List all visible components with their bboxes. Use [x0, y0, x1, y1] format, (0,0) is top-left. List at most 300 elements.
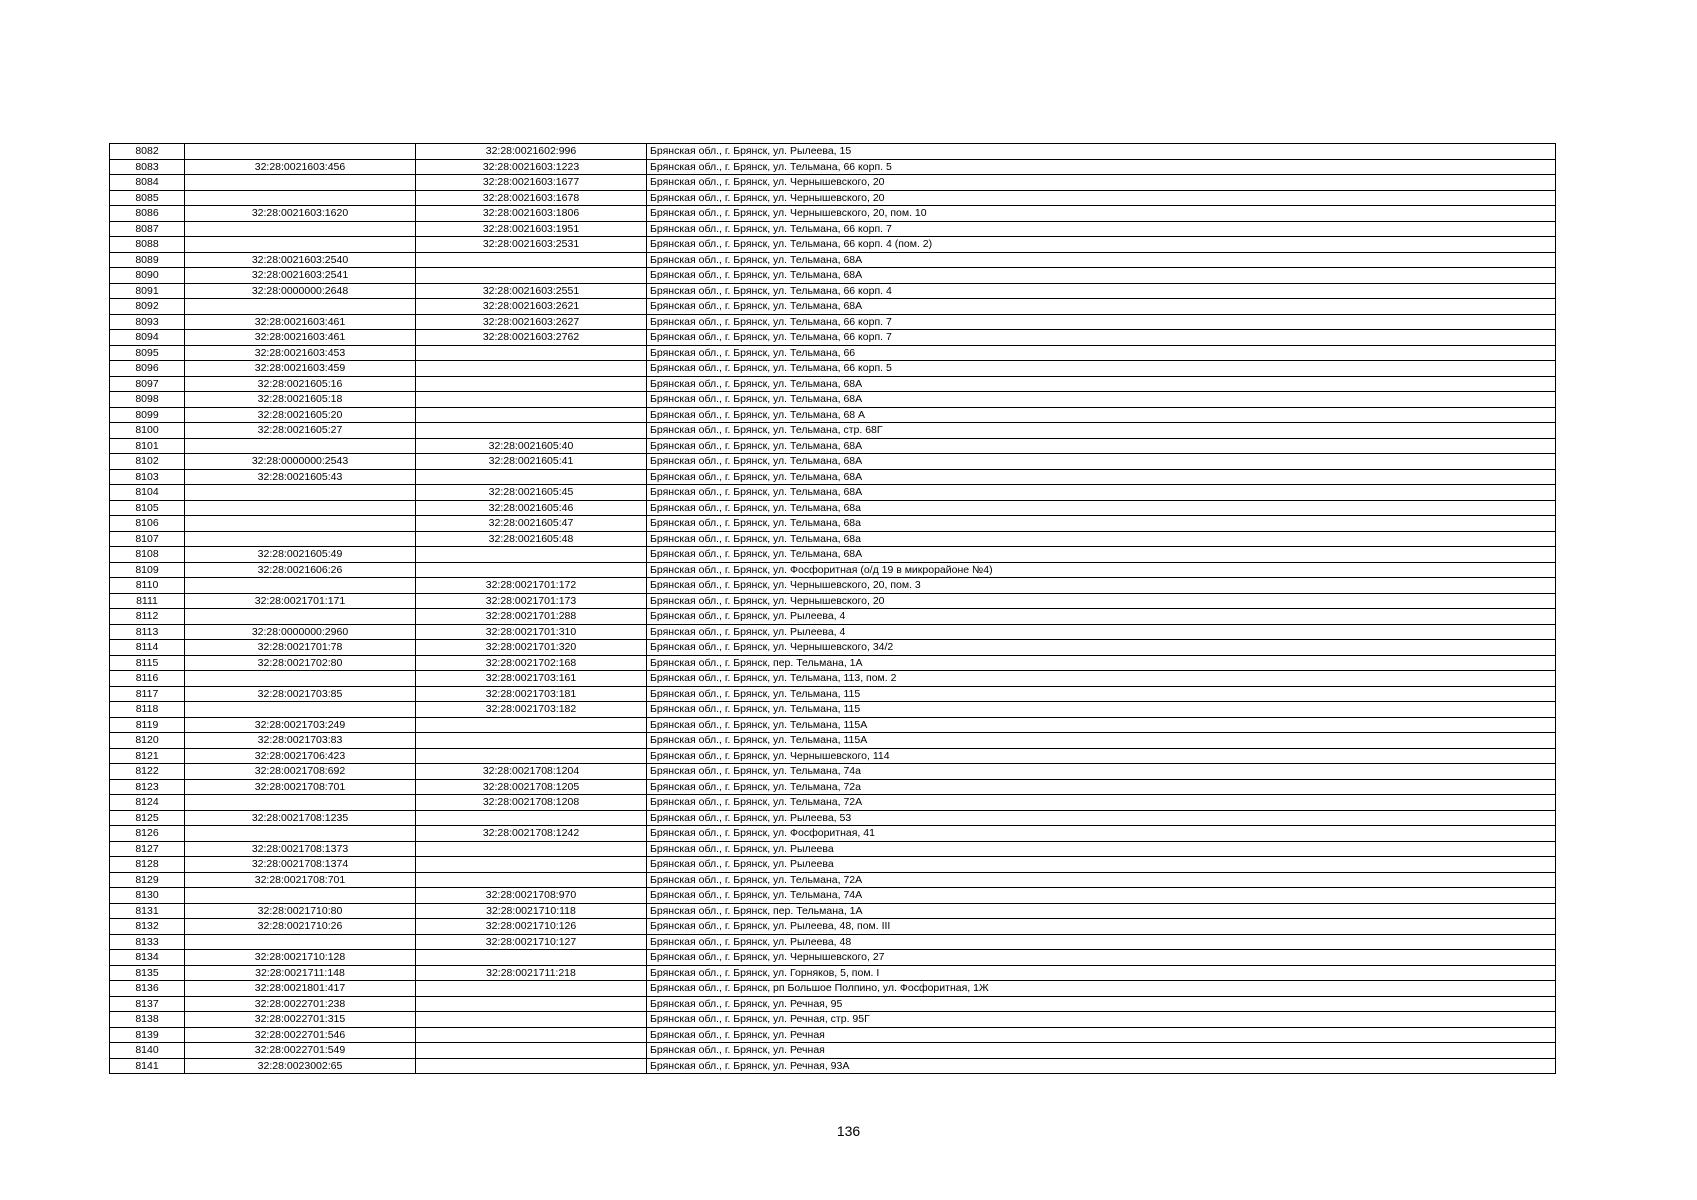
- cadastral-land-cell: 32:28:0021706:423: [185, 748, 416, 764]
- address-cell: Брянская обл., г. Брянск, ул. Тельмана, 115А: [647, 733, 1556, 749]
- address-cell: Брянская обл., г. Брянск, ул. Тельмана, 68а: [647, 500, 1556, 516]
- table-row: [110, 872, 1556, 888]
- registry-table-body: [110, 144, 1556, 1074]
- cadastral-land-cell: 32:28:0021711:148: [185, 965, 416, 981]
- cadastral-object-cell: 32:28:0021708:1205: [416, 779, 647, 795]
- table-row: [110, 330, 1556, 346]
- address-cell: Брянская обл., г. Брянск, ул. Тельмана, 68А: [647, 299, 1556, 315]
- cadastral-object-cell: [416, 252, 647, 268]
- cadastral-land-cell: 32:28:0021603:2540: [185, 252, 416, 268]
- cadastral-land-cell: [185, 144, 416, 160]
- table-row: [110, 640, 1556, 656]
- table-row: [110, 795, 1556, 811]
- cadastral-object-cell: 32:28:0021701:173: [416, 593, 647, 609]
- table-row: [110, 1012, 1556, 1028]
- row-number-cell: 8128: [110, 857, 185, 873]
- cadastral-land-cell: 32:28:0021708:692: [185, 764, 416, 780]
- row-number-cell: 8094: [110, 330, 185, 346]
- cadastral-land-cell: 32:28:0021708:1374: [185, 857, 416, 873]
- row-number-cell: 8139: [110, 1027, 185, 1043]
- cadastral-object-cell: 32:28:0021603:1678: [416, 190, 647, 206]
- row-number-cell: 8088: [110, 237, 185, 253]
- cadastral-land-cell: 32:28:0021703:85: [185, 686, 416, 702]
- cadastral-land-cell: 32:28:0021708:701: [185, 779, 416, 795]
- table-row: [110, 206, 1556, 222]
- address-cell: Брянская обл., г. Брянск, ул. Тельмана, 66 корп. 4: [647, 283, 1556, 299]
- row-number-cell: 8119: [110, 717, 185, 733]
- table-row: [110, 717, 1556, 733]
- row-number-cell: 8107: [110, 531, 185, 547]
- row-number-cell: 8104: [110, 485, 185, 501]
- cadastral-land-cell: 32:28:0021603:461: [185, 314, 416, 330]
- cadastral-land-cell: 32:28:0021710:128: [185, 950, 416, 966]
- row-number-cell: 8108: [110, 547, 185, 563]
- cadastral-land-cell: 32:28:0021603:453: [185, 345, 416, 361]
- row-number-cell: 8125: [110, 810, 185, 826]
- address-cell: Брянская обл., г. Брянск, ул. Чернышевского, 20, пом. 10: [647, 206, 1556, 222]
- address-cell: Брянская обл., г. Брянск, ул. Рылеева, 15: [647, 144, 1556, 160]
- row-number-cell: 8100: [110, 423, 185, 439]
- address-cell: Брянская обл., г. Брянск, ул. Тельмана, 68А: [647, 454, 1556, 470]
- address-cell: Брянская обл., г. Брянск, ул. Тельмана, стр. 68Г: [647, 423, 1556, 439]
- address-cell: Брянская обл., г. Брянск, рп Большое Полпино, ул. Фосфоритная, 1Ж: [647, 981, 1556, 997]
- table-row: [110, 965, 1556, 981]
- cadastral-object-cell: [416, 950, 647, 966]
- cadastral-object-cell: [416, 423, 647, 439]
- cadastral-object-cell: [416, 376, 647, 392]
- table-row: [110, 547, 1556, 563]
- row-number-cell: 8112: [110, 609, 185, 625]
- cadastral-object-cell: 32:28:0021708:1242: [416, 826, 647, 842]
- cadastral-land-cell: 32:28:0000000:2960: [185, 624, 416, 640]
- cadastral-object-cell: 32:28:0021603:2531: [416, 237, 647, 253]
- cadastral-land-cell: 32:28:0021605:18: [185, 392, 416, 408]
- address-cell: Брянская обл., г. Брянск, ул. Рылеева, 48, пом. III: [647, 919, 1556, 935]
- cadastral-object-cell: [416, 717, 647, 733]
- cadastral-land-cell: 32:28:0022701:238: [185, 996, 416, 1012]
- table-row: [110, 175, 1556, 191]
- row-number-cell: 8121: [110, 748, 185, 764]
- address-cell: Брянская обл., г. Брянск, ул. Чернышевского, 20, пом. 3: [647, 578, 1556, 594]
- address-cell: Брянская обл., г. Брянск, ул. Тельмана, 66 корп. 4 (пом. 2): [647, 237, 1556, 253]
- address-cell: Брянская обл., г. Брянск, ул. Тельмана, 68А: [647, 547, 1556, 563]
- cadastral-object-cell: 32:28:0021603:2762: [416, 330, 647, 346]
- cadastral-object-cell: 32:28:0021602:996: [416, 144, 647, 160]
- address-cell: Брянская обл., г. Брянск, ул. Тельмана, 68А: [647, 392, 1556, 408]
- row-number-cell: 8083: [110, 159, 185, 175]
- table-row: [110, 593, 1556, 609]
- row-number-cell: 8084: [110, 175, 185, 191]
- row-number-cell: 8087: [110, 221, 185, 237]
- cadastral-land-cell: [185, 221, 416, 237]
- table-row: [110, 469, 1556, 485]
- cadastral-object-cell: 32:28:0021701:288: [416, 609, 647, 625]
- table-row: [110, 252, 1556, 268]
- cadastral-object-cell: 32:28:0021710:118: [416, 903, 647, 919]
- cadastral-object-cell: 32:28:0021605:47: [416, 516, 647, 532]
- address-cell: Брянская обл., г. Брянск, ул. Чернышевского, 34/2: [647, 640, 1556, 656]
- table-row: [110, 919, 1556, 935]
- table-row: [110, 562, 1556, 578]
- table-row: [110, 361, 1556, 377]
- address-cell: Брянская обл., г. Брянск, ул. Тельмана, 74А: [647, 888, 1556, 904]
- address-cell: Брянская обл., г. Брянск, ул. Тельмана, 68а: [647, 531, 1556, 547]
- cadastral-object-cell: [416, 547, 647, 563]
- cadastral-land-cell: 32:28:0021701:78: [185, 640, 416, 656]
- cadastral-object-cell: 32:28:0021701:310: [416, 624, 647, 640]
- cadastral-object-cell: [416, 1043, 647, 1059]
- table-row: [110, 190, 1556, 206]
- cadastral-land-cell: 32:28:0021703:249: [185, 717, 416, 733]
- address-cell: Брянская обл., г. Брянск, ул. Чернышевского, 20: [647, 175, 1556, 191]
- cadastral-land-cell: 32:28:0021710:26: [185, 919, 416, 935]
- cadastral-land-cell: [185, 888, 416, 904]
- row-number-cell: 8093: [110, 314, 185, 330]
- table-row: [110, 934, 1556, 950]
- row-number-cell: 8126: [110, 826, 185, 842]
- cadastral-land-cell: [185, 578, 416, 594]
- cadastral-object-cell: 32:28:0021603:1806: [416, 206, 647, 222]
- cadastral-object-cell: 32:28:0021603:2551: [416, 283, 647, 299]
- row-number-cell: 8110: [110, 578, 185, 594]
- table-row: [110, 314, 1556, 330]
- cadastral-object-cell: [416, 981, 647, 997]
- row-number-cell: 8098: [110, 392, 185, 408]
- row-number-cell: 8091: [110, 283, 185, 299]
- cadastral-object-cell: [416, 857, 647, 873]
- row-number-cell: 8140: [110, 1043, 185, 1059]
- cadastral-object-cell: 32:28:0021605:41: [416, 454, 647, 470]
- address-cell: Брянская обл., г. Брянск, ул. Тельмана, 68 А: [647, 407, 1556, 423]
- address-cell: Брянская обл., г. Брянск, ул. Тельмана, 68а: [647, 516, 1556, 532]
- cadastral-land-cell: 32:28:0021605:20: [185, 407, 416, 423]
- table-row: [110, 1058, 1556, 1074]
- cadastral-land-cell: [185, 190, 416, 206]
- address-cell: Брянская обл., г. Брянск, ул. Речная, 95: [647, 996, 1556, 1012]
- table-row: [110, 345, 1556, 361]
- table-row: [110, 531, 1556, 547]
- table-row: [110, 423, 1556, 439]
- cadastral-land-cell: 32:28:0021708:701: [185, 872, 416, 888]
- address-cell: Брянская обл., г. Брянск, ул. Тельмана, 68А: [647, 252, 1556, 268]
- cadastral-land-cell: 32:28:0021801:417: [185, 981, 416, 997]
- cadastral-land-cell: [185, 485, 416, 501]
- table-row: [110, 686, 1556, 702]
- table-row: [110, 500, 1556, 516]
- row-number-cell: 8113: [110, 624, 185, 640]
- cadastral-object-cell: [416, 996, 647, 1012]
- table-row: [110, 299, 1556, 315]
- cadastral-land-cell: 32:28:0022701:315: [185, 1012, 416, 1028]
- cadastral-land-cell: 32:28:0022701:546: [185, 1027, 416, 1043]
- table-row: [110, 578, 1556, 594]
- row-number-cell: 8103: [110, 469, 185, 485]
- cadastral-object-cell: 32:28:0021701:320: [416, 640, 647, 656]
- address-cell: Брянская обл., г. Брянск, ул. Тельмана, 66 корп. 7: [647, 221, 1556, 237]
- cadastral-land-cell: 32:28:0021603:461: [185, 330, 416, 346]
- address-cell: Брянская обл., г. Брянск, ул. Тельмана, 68А: [647, 376, 1556, 392]
- cadastral-object-cell: [416, 345, 647, 361]
- cadastral-object-cell: 32:28:0021703:161: [416, 671, 647, 687]
- cadastral-object-cell: [416, 469, 647, 485]
- table-row: [110, 283, 1556, 299]
- row-number-cell: 8132: [110, 919, 185, 935]
- cadastral-land-cell: 32:28:0021605:16: [185, 376, 416, 392]
- cadastral-land-cell: 32:28:0021603:2541: [185, 268, 416, 284]
- address-cell: Брянская обл., г. Брянск, ул. Тельмана, 68А: [647, 485, 1556, 501]
- address-cell: Брянская обл., г. Брянск, ул. Чернышевского, 20: [647, 593, 1556, 609]
- address-cell: Брянская обл., г. Брянск, ул. Горняков, 5, пом. I: [647, 965, 1556, 981]
- address-cell: Брянская обл., г. Брянск, ул. Тельмана, 113, пом. 2: [647, 671, 1556, 687]
- table-row: [110, 624, 1556, 640]
- row-number-cell: 8085: [110, 190, 185, 206]
- cadastral-land-cell: [185, 671, 416, 687]
- row-number-cell: 8090: [110, 268, 185, 284]
- row-number-cell: 8134: [110, 950, 185, 966]
- address-cell: Брянская обл., г. Брянск, ул. Чернышевского, 20: [647, 190, 1556, 206]
- row-number-cell: 8130: [110, 888, 185, 904]
- cadastral-land-cell: 32:28:0021603:1620: [185, 206, 416, 222]
- row-number-cell: 8124: [110, 795, 185, 811]
- table-row: [110, 671, 1556, 687]
- address-cell: Брянская обл., г. Брянск, ул. Тельмана, 66 корп. 5: [647, 361, 1556, 377]
- address-cell: Брянская обл., г. Брянск, ул. Чернышевского, 27: [647, 950, 1556, 966]
- cadastral-land-cell: 32:28:0021710:80: [185, 903, 416, 919]
- cadastral-land-cell: [185, 438, 416, 454]
- address-cell: Брянская обл., г. Брянск, ул. Тельмана, 66 корп. 5: [647, 159, 1556, 175]
- cadastral-object-cell: 32:28:0021603:2621: [416, 299, 647, 315]
- address-cell: Брянская обл., г. Брянск, ул. Тельмана, 72а: [647, 779, 1556, 795]
- cadastral-object-cell: 32:28:0021708:970: [416, 888, 647, 904]
- row-number-cell: 8095: [110, 345, 185, 361]
- cadastral-object-cell: 32:28:0021603:1951: [416, 221, 647, 237]
- address-cell: Брянская обл., г. Брянск, ул. Тельмана, 115: [647, 702, 1556, 718]
- table-row: [110, 268, 1556, 284]
- cadastral-object-cell: 32:28:0021605:45: [416, 485, 647, 501]
- cadastral-object-cell: 32:28:0021703:182: [416, 702, 647, 718]
- address-cell: Брянская обл., г. Брянск, ул. Тельмана, 68А: [647, 268, 1556, 284]
- table-row: [110, 996, 1556, 1012]
- address-cell: Брянская обл., г. Брянск, ул. Тельмана, 66 корп. 7: [647, 330, 1556, 346]
- page-number: 136: [836, 1123, 861, 1139]
- cadastral-object-cell: 32:28:0021708:1204: [416, 764, 647, 780]
- cadastral-land-cell: [185, 516, 416, 532]
- cadastral-land-cell: 32:28:0021703:83: [185, 733, 416, 749]
- cadastral-object-cell: 32:28:0021603:1223: [416, 159, 647, 175]
- address-cell: Брянская обл., г. Брянск, ул. Тельмана, 68А: [647, 469, 1556, 485]
- cadastral-object-cell: 32:28:0021603:1677: [416, 175, 647, 191]
- cadastral-object-cell: 32:28:0021703:181: [416, 686, 647, 702]
- cadastral-object-cell: [416, 407, 647, 423]
- address-cell: Брянская обл., г. Брянск, пер. Тельмана, 1А: [647, 655, 1556, 671]
- row-number-cell: 8111: [110, 593, 185, 609]
- row-number-cell: 8092: [110, 299, 185, 315]
- cadastral-object-cell: 32:28:0021702:168: [416, 655, 647, 671]
- cadastral-land-cell: 32:28:0021603:456: [185, 159, 416, 175]
- address-cell: Брянская обл., г. Брянск, ул. Тельмана, 115: [647, 686, 1556, 702]
- cadastral-land-cell: [185, 702, 416, 718]
- row-number-cell: 8105: [110, 500, 185, 516]
- cadastral-object-cell: [416, 841, 647, 857]
- cadastral-land-cell: 32:28:0021605:43: [185, 469, 416, 485]
- cadastral-land-cell: [185, 795, 416, 811]
- cadastral-object-cell: [416, 872, 647, 888]
- registry-table: [109, 143, 1556, 1074]
- row-number-cell: 8129: [110, 872, 185, 888]
- address-cell: Брянская обл., г. Брянск, ул. Рылеева: [647, 841, 1556, 857]
- address-cell: Брянская обл., г. Брянск, ул. Речная: [647, 1027, 1556, 1043]
- cadastral-object-cell: [416, 733, 647, 749]
- cadastral-land-cell: 32:28:0021606:26: [185, 562, 416, 578]
- row-number-cell: 8082: [110, 144, 185, 160]
- row-number-cell: 8135: [110, 965, 185, 981]
- cadastral-object-cell: 32:28:0021711:218: [416, 965, 647, 981]
- table-row: [110, 144, 1556, 160]
- cadastral-object-cell: 32:28:0021710:126: [416, 919, 647, 935]
- cadastral-object-cell: [416, 392, 647, 408]
- cadastral-land-cell: [185, 500, 416, 516]
- cadastral-object-cell: [416, 268, 647, 284]
- table-row: [110, 485, 1556, 501]
- address-cell: Брянская обл., г. Брянск, ул. Рылеева, 53: [647, 810, 1556, 826]
- table-row: [110, 392, 1556, 408]
- table-row: [110, 702, 1556, 718]
- cadastral-land-cell: [185, 609, 416, 625]
- cadastral-land-cell: [185, 299, 416, 315]
- row-number-cell: 8122: [110, 764, 185, 780]
- table-row: [110, 438, 1556, 454]
- table-row: [110, 454, 1556, 470]
- cadastral-land-cell: 32:28:0021605:49: [185, 547, 416, 563]
- row-number-cell: 8116: [110, 671, 185, 687]
- address-cell: Брянская обл., г. Брянск, ул. Речная, 93А: [647, 1058, 1556, 1074]
- row-number-cell: 8086: [110, 206, 185, 222]
- cadastral-land-cell: 32:28:0021701:171: [185, 593, 416, 609]
- cadastral-land-cell: [185, 237, 416, 253]
- cadastral-land-cell: 32:28:0000000:2648: [185, 283, 416, 299]
- address-cell: Брянская обл., г. Брянск, ул. Тельмана, 72А: [647, 795, 1556, 811]
- row-number-cell: 8133: [110, 934, 185, 950]
- table-row: [110, 1027, 1556, 1043]
- table-row: [110, 516, 1556, 532]
- address-cell: Брянская обл., г. Брянск, ул. Тельмана, 72А: [647, 872, 1556, 888]
- row-number-cell: 8096: [110, 361, 185, 377]
- table-row: [110, 903, 1556, 919]
- table-row: [110, 841, 1556, 857]
- row-number-cell: 8101: [110, 438, 185, 454]
- table-row: [110, 609, 1556, 625]
- address-cell: Брянская обл., г. Брянск, пер. Тельмана, 1А: [647, 903, 1556, 919]
- cadastral-object-cell: 32:28:0021605:40: [416, 438, 647, 454]
- address-cell: Брянская обл., г. Брянск, ул. Рылеева, 4: [647, 624, 1556, 640]
- table-row: [110, 221, 1556, 237]
- table-row: [110, 779, 1556, 795]
- cadastral-land-cell: 32:28:0023002:65: [185, 1058, 416, 1074]
- cadastral-object-cell: [416, 562, 647, 578]
- row-number-cell: 8123: [110, 779, 185, 795]
- cadastral-object-cell: [416, 810, 647, 826]
- cadastral-land-cell: 32:28:0000000:2543: [185, 454, 416, 470]
- row-number-cell: 8106: [110, 516, 185, 532]
- table-row: [110, 1043, 1556, 1059]
- address-cell: Брянская обл., г. Брянск, ул. Фосфоритная (о/д 19 в микрорайоне №4): [647, 562, 1556, 578]
- row-number-cell: 8131: [110, 903, 185, 919]
- table-row: [110, 655, 1556, 671]
- table-row: [110, 826, 1556, 842]
- cadastral-object-cell: 32:28:0021605:46: [416, 500, 647, 516]
- cadastral-land-cell: [185, 826, 416, 842]
- cadastral-object-cell: [416, 361, 647, 377]
- row-number-cell: 8138: [110, 1012, 185, 1028]
- cadastral-object-cell: [416, 1027, 647, 1043]
- cadastral-land-cell: 32:28:0022701:549: [185, 1043, 416, 1059]
- cadastral-object-cell: 32:28:0021701:172: [416, 578, 647, 594]
- row-number-cell: 8114: [110, 640, 185, 656]
- table-row: [110, 159, 1556, 175]
- address-cell: Брянская обл., г. Брянск, ул. Фосфоритная, 41: [647, 826, 1556, 842]
- row-number-cell: 8127: [110, 841, 185, 857]
- table-row: [110, 407, 1556, 423]
- address-cell: Брянская обл., г. Брянск, ул. Тельмана, 68А: [647, 438, 1556, 454]
- address-cell: Брянская обл., г. Брянск, ул. Тельмана, 66: [647, 345, 1556, 361]
- table-row: [110, 764, 1556, 780]
- row-number-cell: 8109: [110, 562, 185, 578]
- address-cell: Брянская обл., г. Брянск, ул. Чернышевского, 114: [647, 748, 1556, 764]
- cadastral-land-cell: [185, 934, 416, 950]
- table-row: [110, 733, 1556, 749]
- table-row: [110, 810, 1556, 826]
- cadastral-land-cell: 32:28:0021702:80: [185, 655, 416, 671]
- address-cell: Брянская обл., г. Брянск, ул. Тельмана, 74а: [647, 764, 1556, 780]
- address-cell: Брянская обл., г. Брянск, ул. Рылеева: [647, 857, 1556, 873]
- cadastral-object-cell: [416, 748, 647, 764]
- cadastral-land-cell: [185, 175, 416, 191]
- row-number-cell: 8099: [110, 407, 185, 423]
- cadastral-land-cell: 32:28:0021603:459: [185, 361, 416, 377]
- address-cell: Брянская обл., г. Брянск, ул. Рылеева, 4: [647, 609, 1556, 625]
- cadastral-object-cell: 32:28:0021603:2627: [416, 314, 647, 330]
- address-cell: Брянская обл., г. Брянск, ул. Речная, стр. 95Г: [647, 1012, 1556, 1028]
- address-cell: Брянская обл., г. Брянск, ул. Тельмана, 115А: [647, 717, 1556, 733]
- cadastral-land-cell: 32:28:0021708:1235: [185, 810, 416, 826]
- row-number-cell: 8115: [110, 655, 185, 671]
- table-row: [110, 376, 1556, 392]
- table-row: [110, 237, 1556, 253]
- address-cell: Брянская обл., г. Брянск, ул. Речная: [647, 1043, 1556, 1059]
- cadastral-object-cell: [416, 1012, 647, 1028]
- row-number-cell: 8102: [110, 454, 185, 470]
- address-cell: Брянская обл., г. Брянск, ул. Тельмана, 66 корп. 7: [647, 314, 1556, 330]
- cadastral-object-cell: 32:28:0021605:48: [416, 531, 647, 547]
- cadastral-object-cell: 32:28:0021708:1208: [416, 795, 647, 811]
- row-number-cell: 8120: [110, 733, 185, 749]
- table-row: [110, 857, 1556, 873]
- row-number-cell: 8118: [110, 702, 185, 718]
- row-number-cell: 8137: [110, 996, 185, 1012]
- row-number-cell: 8089: [110, 252, 185, 268]
- table-row: [110, 888, 1556, 904]
- table-row: [110, 981, 1556, 997]
- cadastral-object-cell: 32:28:0021710:127: [416, 934, 647, 950]
- cadastral-land-cell: [185, 531, 416, 547]
- cadastral-land-cell: 32:28:0021605:27: [185, 423, 416, 439]
- row-number-cell: 8097: [110, 376, 185, 392]
- cadastral-land-cell: 32:28:0021708:1373: [185, 841, 416, 857]
- address-cell: Брянская обл., г. Брянск, ул. Рылеева, 48: [647, 934, 1556, 950]
- table-row: [110, 748, 1556, 764]
- row-number-cell: 8141: [110, 1058, 185, 1074]
- row-number-cell: 8117: [110, 686, 185, 702]
